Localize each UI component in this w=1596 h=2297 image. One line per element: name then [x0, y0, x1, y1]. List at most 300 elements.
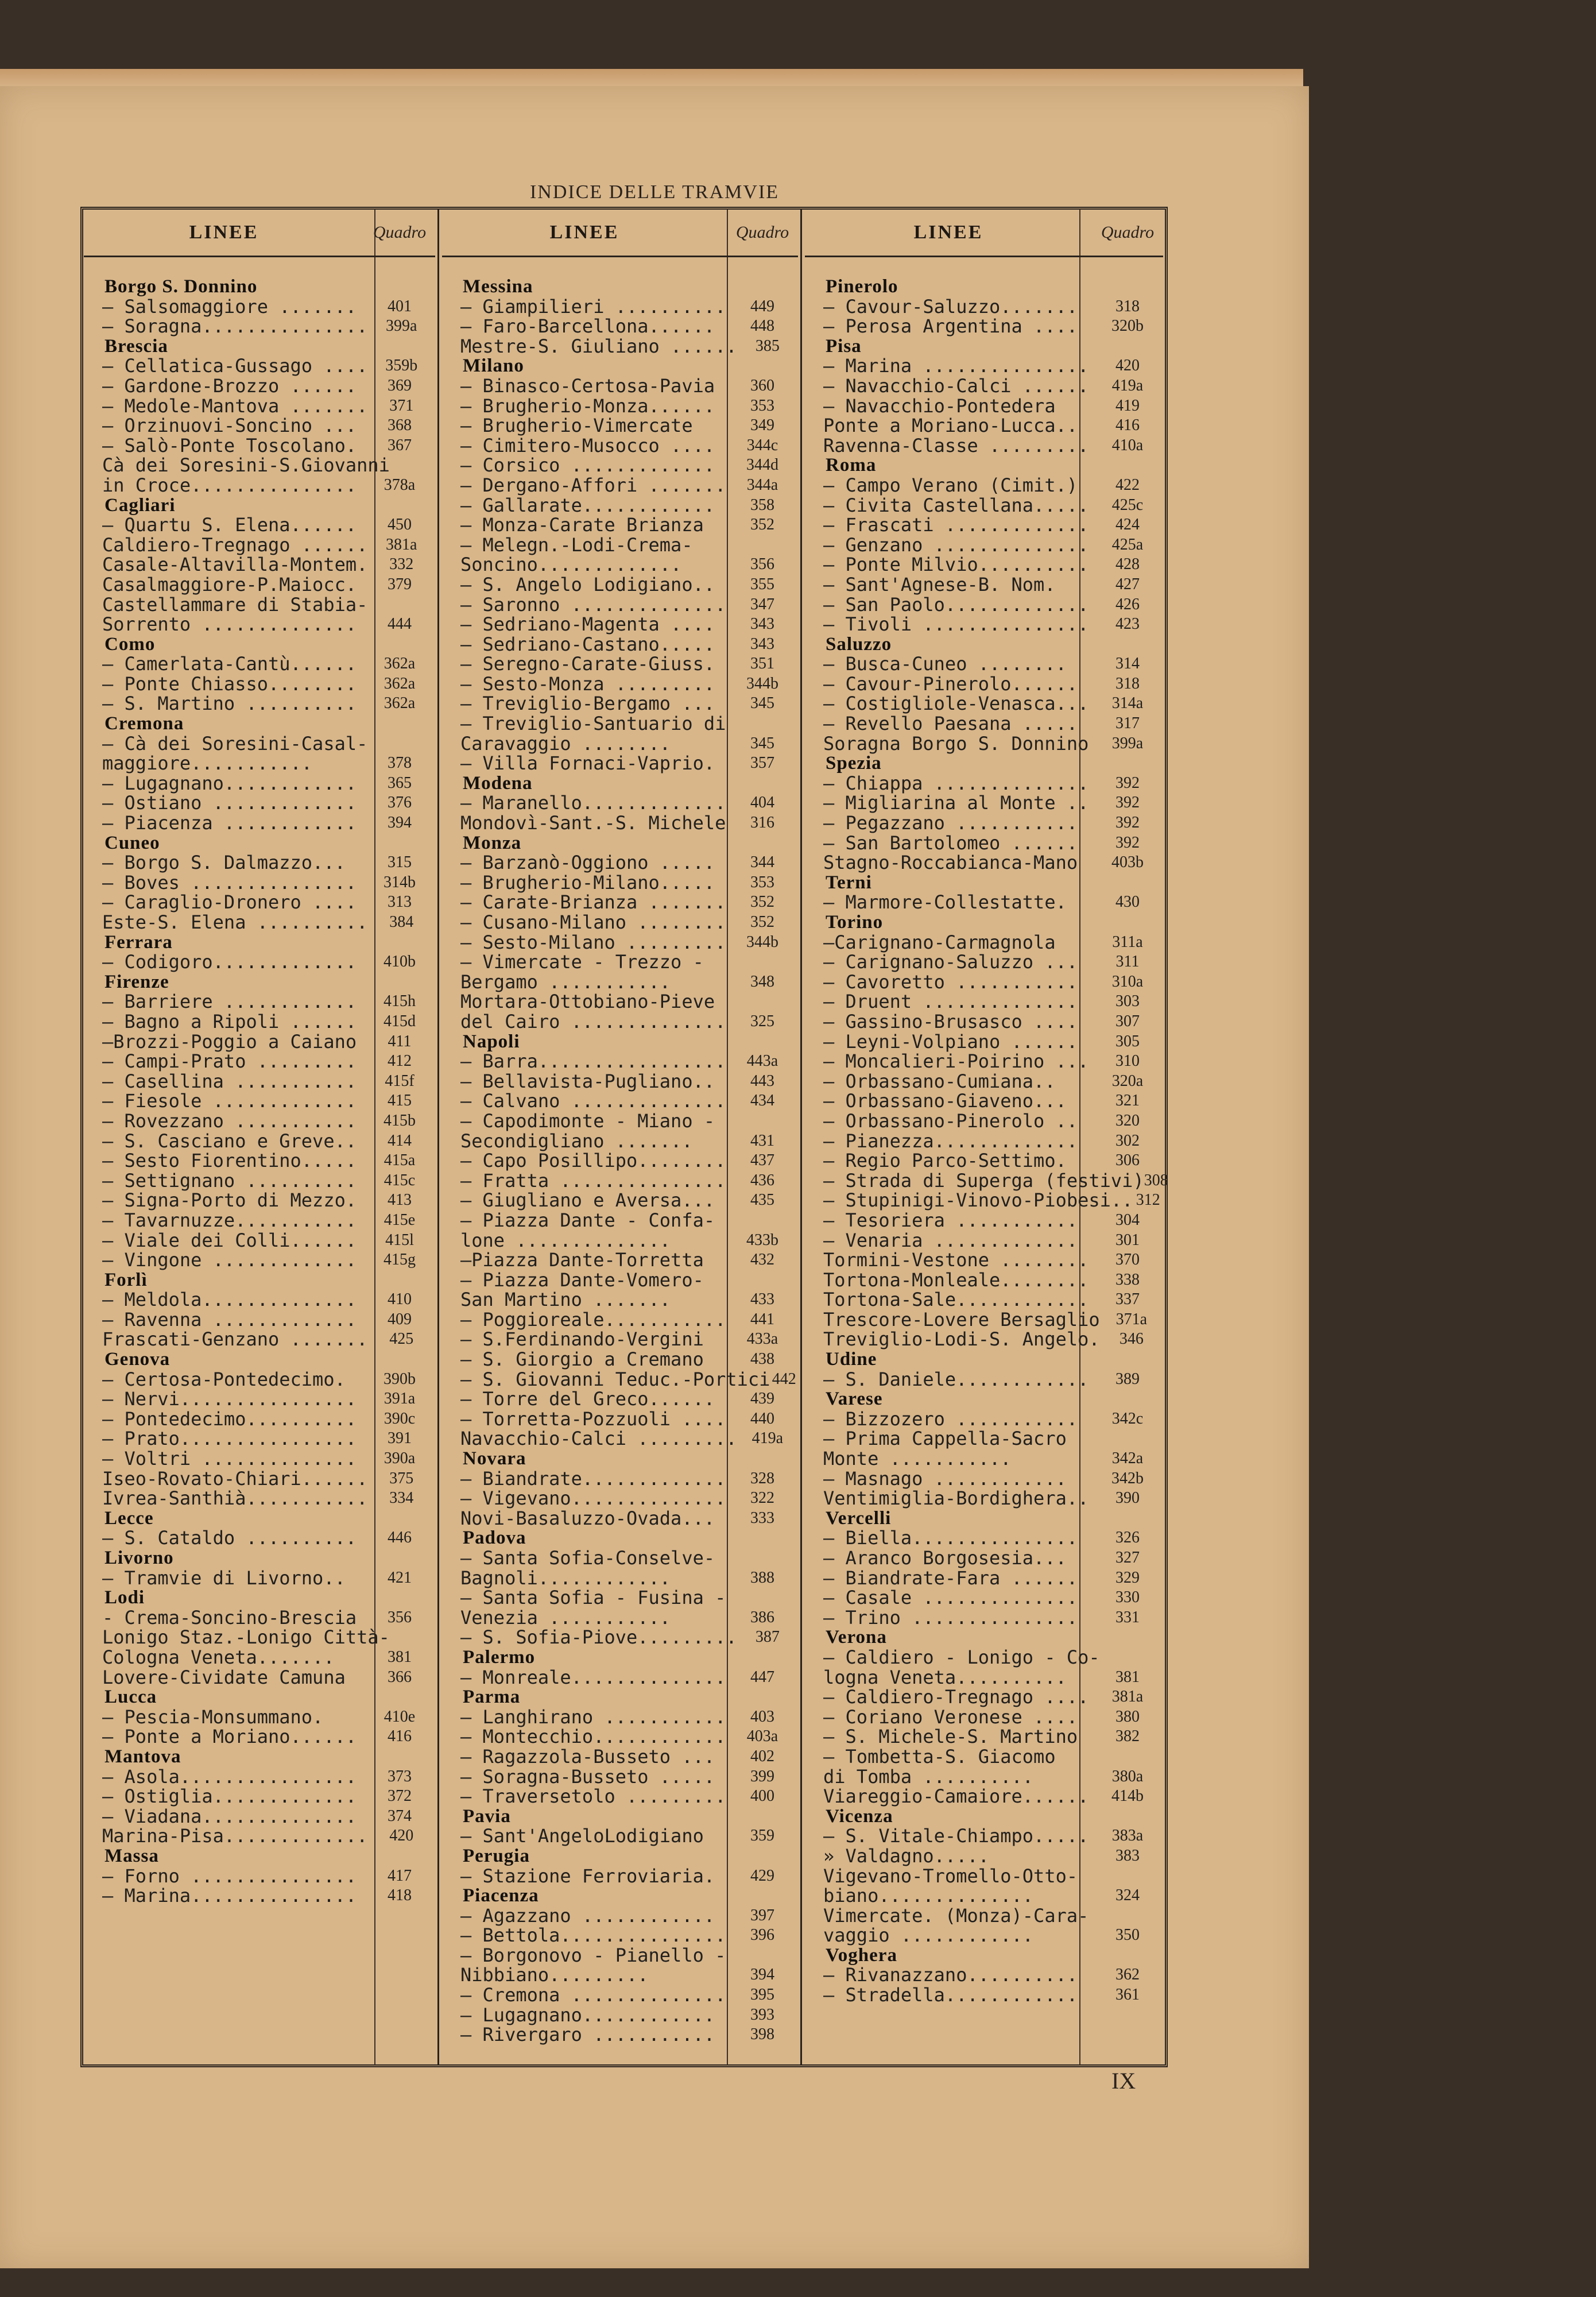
quadro-number: 331 — [1115, 1608, 1140, 1626]
quadro-number: 382 — [1115, 1727, 1140, 1746]
line-entry-row — [442, 1250, 798, 1270]
quadro-number: 380a — [1111, 1767, 1144, 1785]
quadro-number: 371a — [1115, 1310, 1148, 1328]
quadro-number: 362 — [1115, 1966, 1140, 1984]
quadro-number: 402 — [750, 1747, 774, 1765]
line-name: Viareggio-Camaiore...... — [823, 1785, 1089, 1808]
line-name: — Navacchio-Pontedera — [823, 395, 1056, 417]
line-name: — Pianezza............. — [823, 1130, 1078, 1152]
line-name: Tortona-Monleale........ — [823, 1269, 1089, 1291]
city-name: Livorno — [104, 1548, 174, 1568]
city-name: Palermo — [463, 1646, 536, 1668]
line-entry-row — [805, 992, 1163, 1012]
quadro-number: 314a — [1111, 694, 1144, 713]
line-name: — Boves ............... — [102, 871, 357, 894]
city-heading-row — [805, 1349, 1163, 1370]
line-entry-row — [805, 1668, 1163, 1688]
line-entry-row — [84, 535, 435, 555]
line-name: — Treviglio-Santuario di — [460, 713, 726, 735]
column-divider — [437, 209, 439, 2065]
line-name: — Frascati ............. — [823, 514, 1089, 536]
quadro-number: 412 — [388, 1052, 412, 1070]
line-entry-row — [805, 1409, 1163, 1429]
city-heading-row — [84, 635, 435, 655]
quadro-number: 357 — [750, 754, 774, 772]
quadro-number: 436 — [750, 1171, 774, 1189]
index-column-3 — [805, 209, 1168, 2065]
quadro-number: 390a — [383, 1449, 416, 1468]
line-name: — Tramvie di Livorno.. — [102, 1567, 346, 1589]
city-name: Roma — [826, 455, 877, 476]
line-entry-row — [805, 694, 1163, 714]
quadro-number: 345 — [750, 734, 774, 752]
line-name: — Ostiglia............. — [102, 1785, 357, 1808]
line-entry-row — [442, 1925, 798, 1946]
city-name: Genova — [104, 1349, 171, 1370]
line-entry-row — [84, 475, 435, 496]
line-entry-row — [442, 1668, 798, 1688]
line-entry-row — [805, 1608, 1163, 1628]
quadro-number: 321 — [1115, 1092, 1140, 1110]
quadro-number: 447 — [750, 1668, 774, 1686]
line-entry-row — [84, 396, 435, 416]
quadro-number: 310a — [1111, 972, 1144, 991]
quadro-number: 383a — [1111, 1827, 1144, 1845]
line-name: — Cimitero-Musocco .... — [460, 434, 715, 457]
line-entry-row — [84, 1648, 435, 1668]
quadro-number: 430 — [1115, 893, 1140, 911]
quadro-number: 385 — [755, 337, 780, 355]
city-name: Cuneo — [104, 832, 160, 853]
line-name: — Poggioreale........... — [460, 1308, 726, 1331]
line-name: — Stupinigi-Vinovo-Piobesi.. — [823, 1189, 1133, 1212]
quadro-number: 360 — [750, 376, 774, 395]
line-name: — Lugagnano............ — [460, 2004, 715, 2026]
quadro-number: 368 — [388, 416, 412, 435]
line-name: — Orbassano-Pinerolo .. — [823, 1109, 1078, 1132]
line-entry-row — [442, 515, 798, 535]
line-name: — Torre del Greco...... — [460, 1388, 715, 1410]
line-entry-row — [805, 734, 1163, 754]
line-entry-row — [805, 1648, 1163, 1668]
line-name: — Ponte Milvio.......... — [823, 554, 1089, 576]
line-name: — Gallarate............ — [460, 494, 715, 516]
city-heading-row — [805, 277, 1163, 297]
quadro-number: 416 — [388, 1727, 412, 1746]
quadro-number: 400 — [750, 1787, 774, 1805]
line-entry-row — [805, 555, 1163, 575]
line-name: — Calvano .............. — [460, 1090, 726, 1112]
line-name: — Cà dei Soresini-Casal- — [102, 732, 368, 755]
city-name: Udine — [826, 1349, 877, 1370]
city-heading-row — [442, 1449, 798, 1469]
quadro-number: 325 — [750, 1012, 774, 1030]
line-name: — Forno ............... — [102, 1865, 357, 1887]
line-entry-row — [442, 1072, 798, 1092]
line-entry-row — [805, 1727, 1163, 1747]
quadro-number: 410b — [383, 953, 416, 971]
quadro-number: 320 — [1115, 1111, 1140, 1130]
column-header — [805, 209, 1163, 257]
line-name: Sorrento .............. — [102, 613, 357, 636]
line-entry-row — [84, 1826, 435, 1846]
city-name: Voghera — [826, 1944, 897, 1966]
city-heading-row — [442, 1807, 798, 1827]
line-name: del Cairo .............. — [460, 1010, 726, 1033]
line-entry-row — [805, 654, 1163, 674]
city-name: Cagliari — [104, 494, 176, 516]
line-entry-row — [805, 1231, 1163, 1251]
city-heading-row — [805, 455, 1163, 475]
line-name: Nibbiano......... — [460, 1964, 649, 1986]
quadro-number: 419a — [751, 1429, 784, 1448]
line-name: — Stradella............ — [823, 1984, 1078, 2006]
line-name: — Ravenna ............. — [102, 1308, 357, 1331]
city-name: Modena — [463, 772, 533, 794]
page-number: IX — [1111, 2068, 1136, 2094]
line-entry-row — [84, 1091, 435, 1111]
line-name: — Sedriano-Castano..... — [460, 633, 715, 655]
line-name: Vigevano-Tromello-Otto- — [823, 1865, 1078, 1887]
line-name: — Prima Cappella-Sacro — [823, 1428, 1067, 1450]
line-entry-row — [84, 316, 435, 337]
city-heading-row — [84, 337, 435, 357]
line-name: — Cavour-Saluzzo....... — [823, 295, 1078, 318]
line-entry-row — [84, 1469, 435, 1489]
line-name: in Croce............... — [102, 474, 357, 496]
line-name: — Santa Sofia - Fusina - — [460, 1587, 726, 1609]
line-entry-row — [442, 436, 798, 456]
quadro-number: 392 — [1115, 774, 1140, 792]
line-name: » Valdagno..... — [823, 1844, 989, 1867]
city-name: Massa — [104, 1845, 159, 1866]
line-entry-row — [84, 555, 435, 575]
quadro-number: 328 — [750, 1469, 774, 1487]
quadro-number: 432 — [750, 1251, 774, 1269]
line-entry-row — [805, 1151, 1163, 1171]
line-name: — Tesoriera ........... — [823, 1209, 1078, 1231]
quadro-number: 433 — [750, 1290, 774, 1309]
line-entry-row — [805, 575, 1163, 595]
city-heading-row — [805, 1807, 1163, 1827]
line-entry-row — [84, 1409, 435, 1429]
quadro-number: 435 — [750, 1191, 774, 1209]
line-name: — Faro-Barcellona...... — [460, 315, 715, 338]
quadro-number: 378 — [388, 754, 412, 772]
line-name: — Voltri .............. — [102, 1448, 357, 1470]
line-name: — Settignano .......... — [102, 1169, 357, 1192]
quadro-number: 334 — [389, 1489, 414, 1507]
city-heading-row — [442, 1687, 798, 1707]
quadro-number: 316 — [750, 814, 774, 832]
quadro-number: 355 — [750, 575, 774, 593]
quadro-number: 399a — [1111, 734, 1144, 752]
line-name: — Corsico ............. — [460, 454, 715, 477]
quadro-number: 381 — [388, 1648, 412, 1666]
line-name: Trescore-Lovere Bersaglio — [823, 1308, 1100, 1331]
quadro-number: 342c — [1111, 1409, 1144, 1428]
city-name: Napoli — [463, 1031, 520, 1052]
quadro-number: 449 — [750, 297, 774, 315]
quadro-number: 410a — [1111, 436, 1144, 454]
line-entry-row — [442, 1826, 798, 1846]
line-name: — S. Daniele............ — [823, 1368, 1089, 1390]
quadro-number: 352 — [750, 516, 774, 534]
quadro-number: 367 — [388, 436, 412, 454]
line-entry-row — [805, 952, 1163, 972]
quadro-number: 415a — [383, 1151, 416, 1170]
line-entry-row — [84, 1627, 435, 1648]
line-entry-row — [84, 753, 435, 774]
line-entry-row — [805, 1826, 1163, 1846]
city-heading-row — [805, 912, 1163, 933]
line-entry-row — [84, 1190, 435, 1211]
line-entry-row — [442, 1965, 798, 1985]
quadro-number: 396 — [750, 1926, 774, 1944]
line-name: — S. Giorgio a Cremano — [460, 1348, 704, 1371]
line-entry-row — [84, 873, 435, 893]
quadro-number: 450 — [388, 516, 412, 534]
quadro-number: 379 — [388, 575, 412, 593]
line-name: — Certosa-Pontedecimo. — [102, 1368, 346, 1390]
line-entry-row — [805, 1190, 1163, 1211]
line-name: — Aranco Borgosesia... — [823, 1547, 1067, 1569]
line-name: — Casale .............. — [823, 1587, 1078, 1609]
quadro-number: 424 — [1115, 516, 1140, 534]
line-entry-row — [84, 1389, 435, 1409]
lines-heading: LINEE — [189, 221, 259, 243]
city-heading-row — [84, 1349, 435, 1370]
line-name: — Seregno-Carate-Giuss. — [460, 653, 715, 675]
quadro-number: 359 — [750, 1827, 774, 1845]
quadro-number: 337 — [1115, 1290, 1140, 1309]
line-entry-row — [84, 813, 435, 833]
line-name: — Agazzano ............ — [460, 1904, 715, 1927]
quadro-number: 415l — [385, 1231, 414, 1249]
quadro-number: 415f — [385, 1072, 415, 1090]
line-name: — S.Ferdinando-Vergini — [460, 1328, 704, 1351]
line-name: — Santa Sofia-Conselve- — [460, 1547, 715, 1569]
quadro-number: 371 — [389, 396, 414, 415]
quadro-number: 443 — [750, 1072, 774, 1090]
city-name: Cremona — [104, 713, 184, 734]
line-entry-row — [805, 1687, 1163, 1707]
line-entry-row — [442, 1151, 798, 1171]
line-entry-row — [805, 515, 1163, 535]
quadro-number: 350 — [1115, 1926, 1140, 1944]
line-name: — Monreale.............. — [460, 1666, 726, 1688]
line-entry-row — [805, 853, 1163, 873]
line-name: — Cavour-Pinerolo...... — [823, 672, 1078, 695]
line-name: — Cremona .............. — [460, 1984, 726, 2006]
quadro-number: 381a — [385, 535, 417, 554]
line-name: Cà dei Soresini-S.Giovanni — [102, 454, 390, 477]
line-name: — Meldola.............. — [102, 1289, 357, 1311]
line-name: Este-S. Elena .......... — [102, 911, 368, 933]
line-name: — Cellatica-Gussago .... — [102, 355, 368, 377]
quadro-number: 327 — [1115, 1549, 1140, 1567]
quadro-number: 374 — [388, 1807, 412, 1825]
line-name: - Crema-Soncino-Brescia — [102, 1606, 357, 1629]
line-entry-row — [84, 436, 435, 456]
quadro-number: 314 — [1115, 655, 1140, 673]
line-name: — Sant'AngeloLodigiano — [460, 1825, 704, 1847]
line-entry-row — [442, 396, 798, 416]
quadro-number: 358 — [750, 496, 774, 514]
quadro-number: 344b — [746, 674, 778, 693]
city-name: Brescia — [104, 335, 168, 357]
city-heading-row — [805, 873, 1163, 893]
quadro-number: 441 — [750, 1310, 774, 1328]
quadro-number: 393 — [750, 2005, 774, 2024]
quadro-number: 343 — [750, 615, 774, 633]
quadro-number: 443a — [746, 1052, 778, 1070]
quadro-number: 388 — [750, 1568, 774, 1587]
quadro-number: 308 — [1144, 1171, 1168, 1189]
city-name: Padova — [463, 1528, 526, 1549]
city-heading-row — [442, 1528, 798, 1548]
line-name: — Coriano Veronese .... — [823, 1706, 1078, 1728]
line-name: — Bagno a Ripoli ...... — [102, 1010, 357, 1033]
quadro-number: 419a — [1111, 376, 1144, 395]
quadro-number: 329 — [1115, 1568, 1140, 1587]
line-entry-row — [442, 714, 798, 734]
quadro-number: 399a — [385, 317, 417, 335]
line-name: Vimercate. (Monza)-Cara- — [823, 1904, 1089, 1927]
line-entry-row — [442, 376, 798, 396]
line-name: — Traversetolo ......... — [460, 1785, 726, 1808]
line-name: — Regio Parco-Settimo. — [823, 1150, 1067, 1172]
quadro-number: 394 — [388, 814, 412, 832]
line-name: di Tomba .......... — [823, 1765, 1034, 1788]
line-name: — Ponte Chiasso........ — [102, 672, 357, 695]
line-name: Casalmaggiore-P.Maiocc. — [102, 573, 357, 595]
quadro-number: 439 — [750, 1390, 774, 1408]
line-name: — San Paolo............. — [823, 593, 1089, 616]
line-entry-row — [805, 1548, 1163, 1568]
line-name: — Langhirano ........... — [460, 1706, 726, 1728]
line-entry-row — [84, 1032, 435, 1052]
line-entry-row — [442, 1985, 798, 2005]
line-entry-row — [84, 654, 435, 674]
quadro-number: 386 — [750, 1608, 774, 1626]
line-entry-row — [84, 1131, 435, 1151]
line-name: — Perosa Argentina .... — [823, 315, 1078, 338]
city-heading-row — [84, 972, 435, 992]
line-name: — Gassino-Brusasco .... — [823, 1010, 1078, 1033]
quadro-number: 344a — [746, 475, 778, 494]
line-name: — Costigliole-Venasca... — [823, 693, 1089, 715]
line-entry-row — [442, 1548, 798, 1568]
line-name: Monte ........... — [823, 1448, 1012, 1470]
quadro-number: 356 — [750, 555, 774, 574]
line-name: — Stazione Ferroviaria. — [460, 1865, 715, 1887]
quadro-number: 311 — [1115, 953, 1140, 971]
line-entry-row — [442, 1568, 798, 1588]
line-name: vaggio ............ — [823, 1924, 1034, 1947]
line-entry-row — [805, 1051, 1163, 1072]
line-name: — Villa Fornaci-Vaprio. — [460, 752, 715, 775]
quadro-number: 387 — [755, 1628, 780, 1646]
line-entry-row — [442, 297, 798, 317]
quadro-number: 415b — [383, 1111, 416, 1130]
line-name: — Piazza Dante - Confa- — [460, 1209, 715, 1231]
city-heading-row — [84, 1846, 435, 1866]
line-name: — Soragna-Busseto ..... — [460, 1765, 715, 1788]
quadro-number: 342a — [1111, 1449, 1144, 1468]
city-heading-row — [84, 1687, 435, 1707]
line-name: — S. Michele-S. Martino — [823, 1726, 1078, 1748]
line-entry-row — [442, 1767, 798, 1787]
city-heading-row — [442, 1032, 798, 1052]
line-name: — Rivergaro ........... — [460, 2024, 715, 2046]
quadro-number: 391 — [388, 1429, 412, 1448]
line-entry-row — [442, 455, 798, 475]
quadro-number: 403 — [750, 1707, 774, 1726]
line-entry-row — [805, 1032, 1163, 1052]
line-entry-row — [84, 1250, 435, 1270]
line-name: Iseo-Rovato-Chiari...... — [102, 1467, 368, 1490]
line-name: —Piazza Dante-Torretta — [460, 1249, 704, 1271]
index-column-2 — [442, 209, 798, 2065]
line-entry-row — [84, 1111, 435, 1131]
line-name: — Viadana.............. — [102, 1805, 357, 1827]
city-heading-row — [84, 1588, 435, 1608]
line-entry-row — [805, 316, 1163, 337]
quadro-number: 324 — [1115, 1886, 1140, 1905]
line-entry-row — [84, 1568, 435, 1588]
city-heading-row — [442, 1886, 798, 1906]
quadro-number: 348 — [750, 972, 774, 991]
quadro-number: 366 — [388, 1668, 412, 1686]
line-entry-row — [442, 972, 798, 992]
line-name: — Saronno .............. — [460, 593, 726, 616]
line-entry-row — [805, 1250, 1163, 1270]
line-name: — Bettola............... — [460, 1924, 726, 1947]
city-name: Novara — [463, 1448, 526, 1470]
quadro-number: 342b — [1111, 1469, 1144, 1487]
line-entry-row — [84, 1807, 435, 1827]
line-entry-row — [84, 1727, 435, 1747]
quadro-number: 305 — [1115, 1032, 1140, 1050]
line-entry-row — [442, 1747, 798, 1767]
line-entry-row — [442, 912, 798, 933]
quadro-number: 415 — [388, 1092, 412, 1110]
line-name: — Caldiero - Lonigo - Co- — [823, 1646, 1100, 1668]
line-entry-row — [84, 1767, 435, 1787]
line-name: — Vigevano.............. — [460, 1487, 726, 1510]
city-name: Lucca — [104, 1687, 157, 1708]
city-heading-row — [84, 1548, 435, 1568]
line-entry-row — [805, 1169, 1168, 1192]
quadro-number: 362a — [383, 655, 416, 673]
quadro-number: 425 — [389, 1330, 414, 1348]
line-entry-row — [442, 992, 798, 1012]
line-name: Ponte a Moriano-Lucca.. — [823, 415, 1078, 437]
line-entry-row — [442, 595, 798, 615]
line-name: — Druent .............. — [823, 991, 1078, 1013]
line-entry-row — [84, 1370, 435, 1390]
line-entry-row — [84, 575, 435, 595]
quadro-number: 392 — [1115, 794, 1140, 812]
line-name: Navacchio-Calci ......... — [460, 1428, 737, 1450]
quadro-number: 345 — [750, 694, 774, 713]
line-entry-row — [442, 1429, 798, 1449]
line-entry-row — [442, 1091, 798, 1111]
quadro-number: 343 — [750, 635, 774, 653]
quadro-number: 415h — [383, 992, 416, 1011]
quadro-number: 310 — [1115, 1052, 1140, 1070]
